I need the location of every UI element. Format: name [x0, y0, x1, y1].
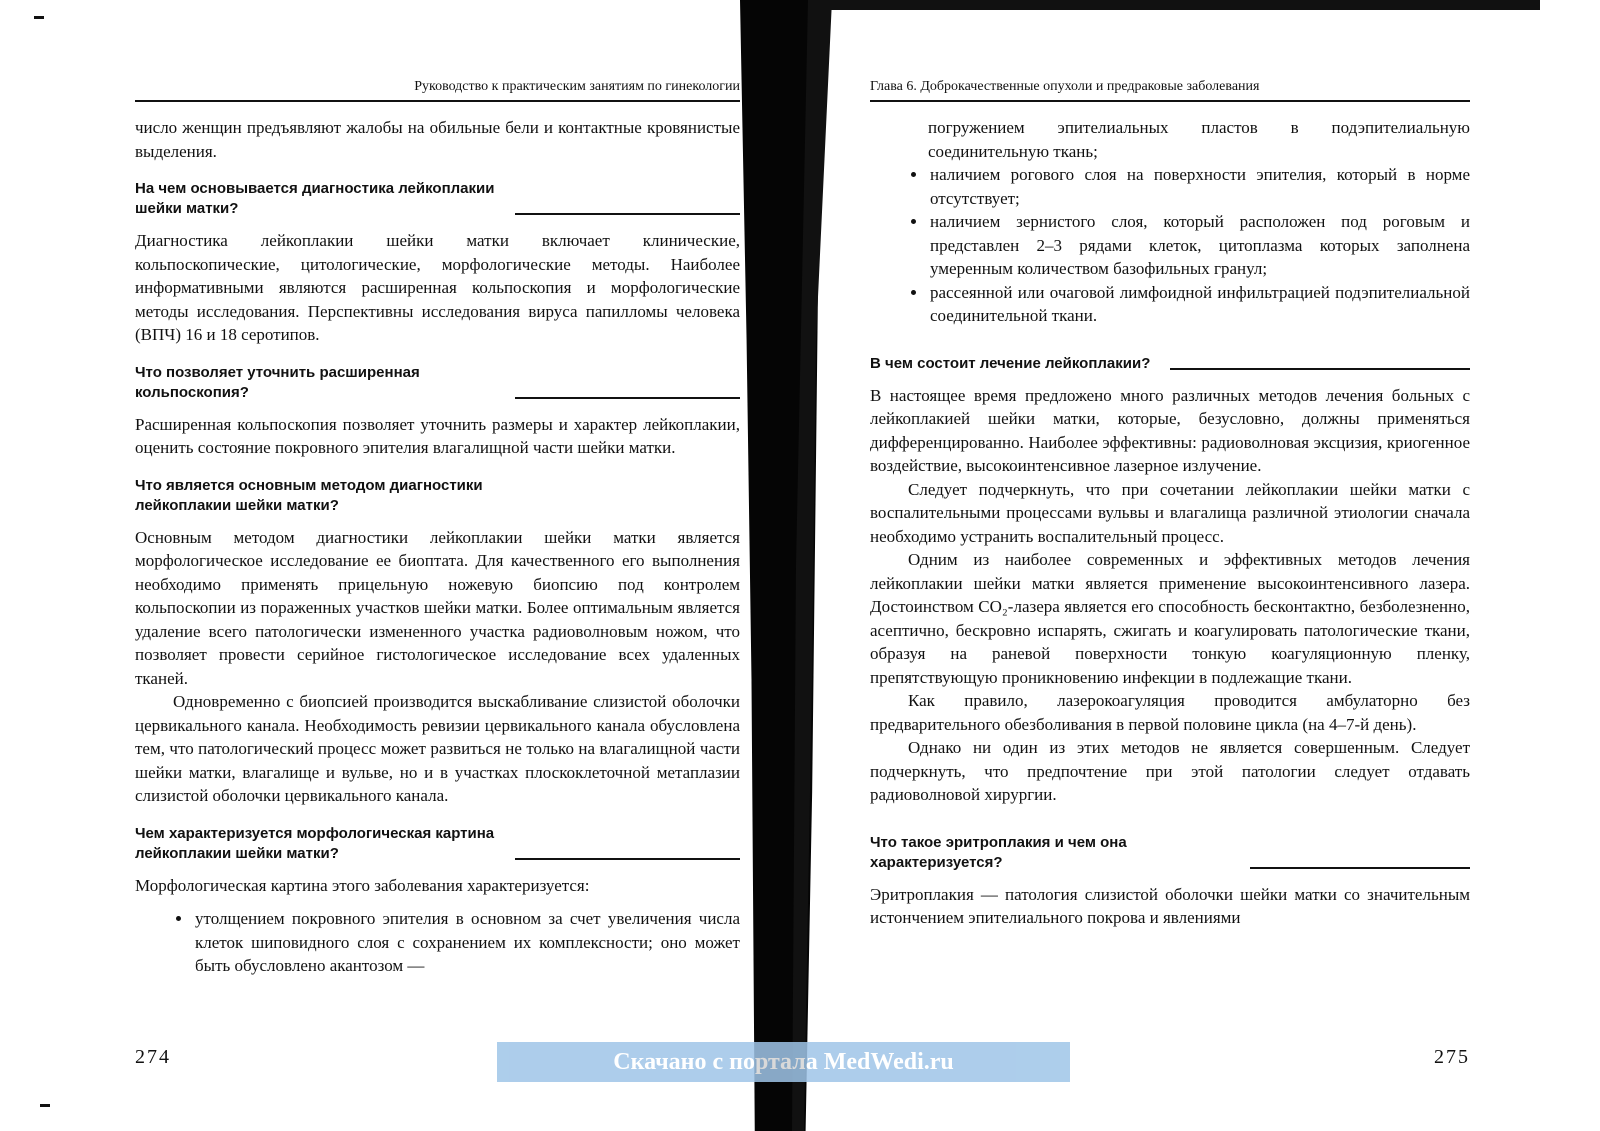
question-text: Что позволяет уточнить расширенная кольпоскопия?: [135, 363, 420, 401]
heading-rule: [515, 858, 740, 860]
heading-rule: [515, 213, 740, 215]
paragraph: число женщин предъявляют жалобы на обильные бели и контактные кровянистые выделения.: [135, 118, 740, 161]
question-text: Что является основным методом диагностики лейкоплакии шейки матки?: [135, 476, 483, 514]
paragraph: Однако ни один из этих методов не является совершенным. Следует подчеркнуть, что предпочтение при этой патологии следует отдавать радиоволновой хирургии.: [870, 738, 1470, 804]
list-item: • наличием рогового слоя на поверхности эпителия, который в норме отсутствует;: [928, 163, 1470, 210]
scan-mark: [34, 16, 44, 19]
page-content: [870, 116, 1470, 930]
question-heading: [135, 179, 740, 219]
page-content: [135, 116, 740, 978]
question-heading: [135, 824, 740, 864]
paragraph: Следует подчеркнуть, что при сочетании лейкоплакии шейки матки с воспалительными процессами вульвы и влагалища различной этиологии сначала необходимо устранить воспалительный процесс.: [870, 479, 1470, 546]
paragraph: Расширенная кольпоскопия позволяет уточнить размеры и характер лейкоплакии, оценить состояние покровного эпителия влагалищной части шейки матки.: [135, 414, 740, 457]
question-text: На чем основывается диагностика лейкоплакии шейки матки?: [135, 180, 495, 217]
bullet-list: [870, 163, 1470, 328]
paragraph: Одновременно с биопсией производится выскабливание слизистой оболочки цервикального канала. Необходимость ревизии цервикального канала обусловлена тем, что патологический процесс может развиться не только на влагалищной части шейки матки, влагалище и вульве, но и в участках плоскоклеточной метаплазии слизистой оболочки цервикального канала.: [135, 692, 740, 805]
heading-rule: [1170, 368, 1470, 370]
list-item: • рассеянной или очаговой лимфоидной инфильтрацией подэпителиальной соединительной ткани.: [928, 281, 1470, 328]
right-page: [870, 0, 1470, 1131]
list-continuation: погружением эпителиальных пластов в подэпителиальную соединительную ткань;: [928, 118, 1470, 161]
question-heading: [870, 354, 1470, 374]
question-text: Чем характеризуется морфологическая картина лейкоплакии шейки матки?: [135, 824, 495, 862]
running-head: Глава 6. Доброкачественные опухоли и предраковые заболевания: [870, 74, 1470, 102]
paragraph: Диагностика лейкоплакии шейки матки включает клинические, кольпоскопические, цитологические, морфологические методы. Наиболее информативными являются расширенная кольпоскопия и морфологические методы исследования. Перспективны исследования вируса папилломы человека (ВПЧ) 16 и 18 серотипов.: [135, 231, 740, 344]
question-text: В чем состоит лечение лейкоплакии?: [870, 354, 1151, 372]
page-number: 275: [1434, 1046, 1470, 1068]
left-page: [135, 0, 740, 1131]
question-text: Что такое эритроплакия и чем она характеризуется?: [870, 833, 1127, 871]
paragraph: Основным методом диагностики лейкоплакии шейки матки является морфологическое исследование ее биоптата. Для качественного его выполнения необходимо применять прицельную ножевую биопсию под контролем кольпоскопии из пораженных участков шейки матки. Более оптимальным является удаление всего патологически измененного участка радиоволновым ножом, что позволяет провести серийное гистологическое исследование всех удаленных тканей.: [135, 527, 740, 688]
paragraph: Одним из наиболее современных и эффективных методов лечения лейкоплакии шейки матки является применение высокоинтенсивного лазера. Достоинством CO₂-лазера является его способность бесконтактно, безболезненно, асептично, бескровно испарять, сжигать и коагулировать патологические ткани, образуя на раневой поверхности тонкую коагуляционную пленку, препятствующую проникновению инфекции в подлежащие ткани.: [870, 550, 1470, 687]
watermark-banner: Скачано с портала MedWedi.ru: [497, 1042, 1070, 1082]
paragraph: Морфологическая картина этого заболевания характеризуется:: [135, 875, 590, 895]
question-heading: [870, 833, 1470, 873]
heading-rule: [515, 397, 740, 399]
paragraph: Эритроплакия — патология слизистой оболочки шейки матки со значительным истончением эпителиального покрова и явлениями: [870, 884, 1470, 927]
running-head: Руководство к практическим занятиям по гинекологии: [135, 74, 740, 102]
list-item: • наличием зернистого слоя, который расположен под роговым и представлен 2–3 рядами клеток, цитоплазма которых заполнена умеренным количеством базофильных гранул;: [928, 210, 1470, 281]
heading-rule: [1250, 867, 1470, 869]
list-item: • утолщением покровного эпителия в основном за счет увеличения числа клеток шиповидного слоя с сохранением их комплексности; оно может быть обусловлено акантозом —: [193, 907, 740, 978]
paragraph: Как правило, лазерокоагуляция проводится амбулаторно без предварительного обезболивания в первой половине цикла (на 4–7-й день).: [870, 691, 1470, 734]
question-heading: [135, 363, 740, 403]
paragraph: В настоящее время предложено много различных методов лечения больных с лейкоплакией шейки матки, которые, безусловно, должны применяться дифференцированно. Наиболее эффективны: радиоволновая эксцизия, криогенное воздействие, высокоинтенсивное лазерное излучение.: [870, 385, 1470, 475]
question-heading: [135, 476, 740, 516]
bullet-list: [135, 907, 740, 978]
page-number: 274: [135, 1046, 171, 1068]
scan-mark: [40, 1104, 50, 1107]
